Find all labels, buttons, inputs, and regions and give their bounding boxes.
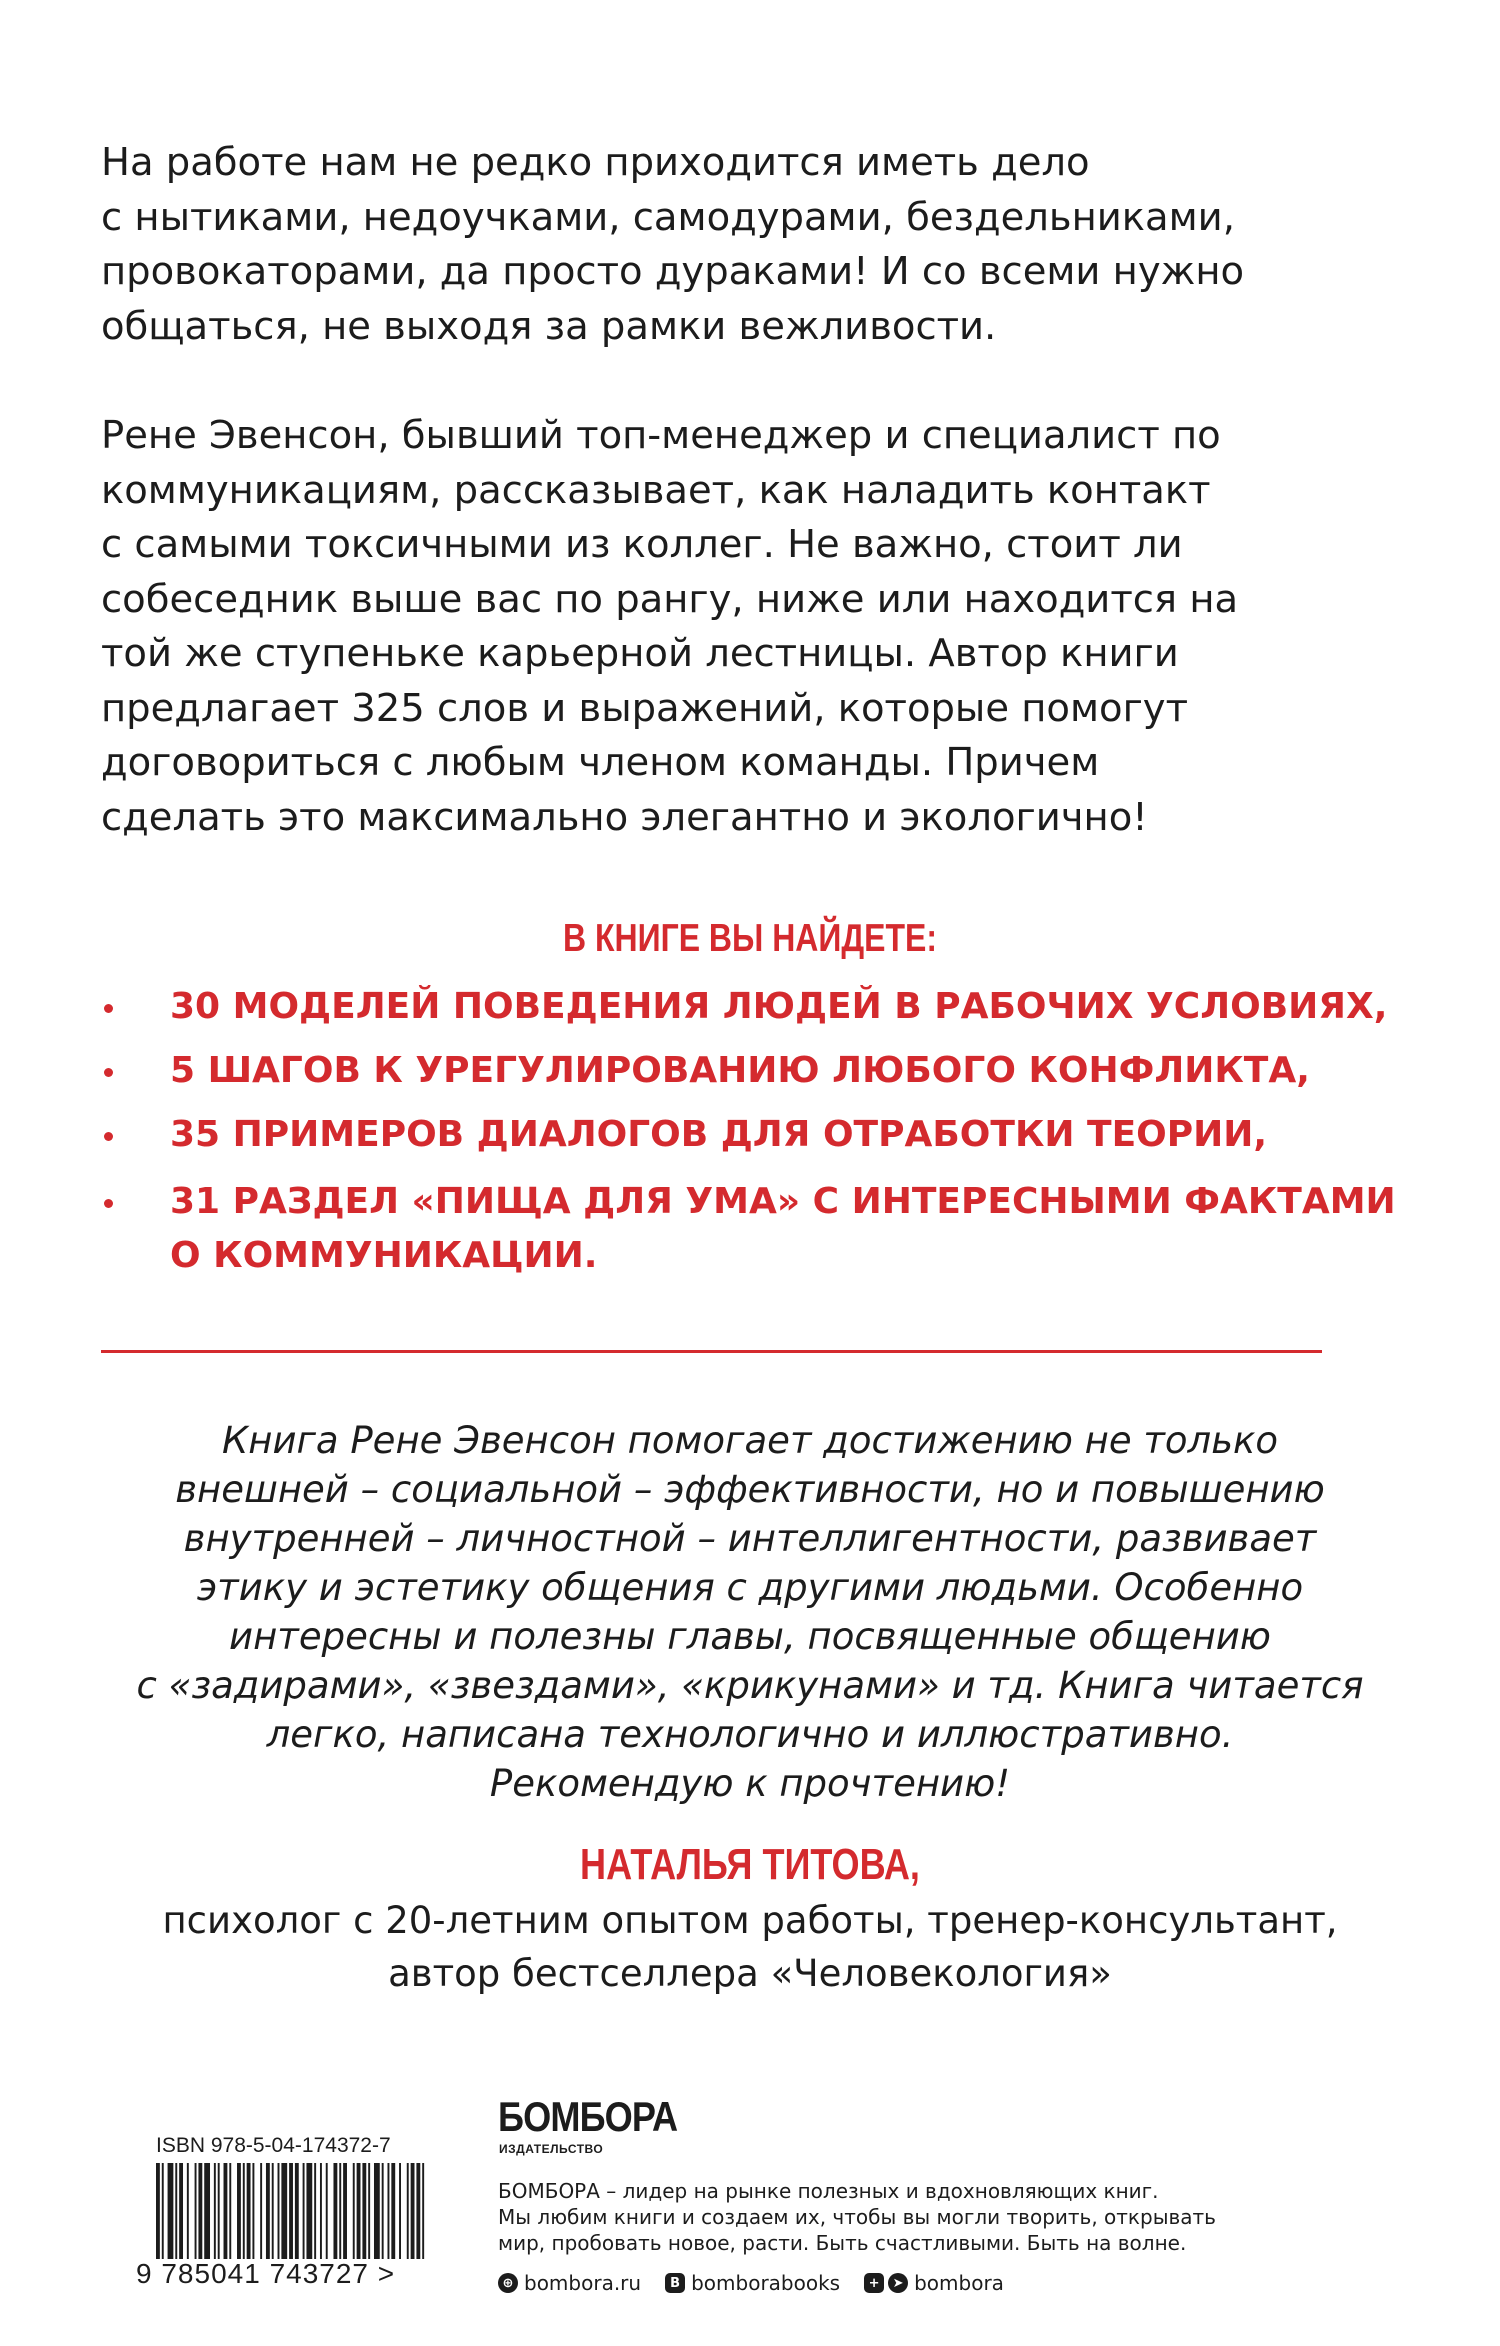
text-line: той же ступеньке карьерной лестницы. Автор книги	[101, 631, 1179, 676]
text-line: этику и эстетику общения с другими людьми. Особенно	[196, 1566, 1304, 1609]
text-line: автор бестселлера «Человекология»	[388, 1952, 1112, 1995]
text-line: 30 МОДЕЛЕЙ ПОВЕДЕНИЯ ЛЮДЕЙ В РАБОЧИХ УСЛОВИЯХ,	[170, 986, 1388, 1027]
text-line: О КОММУНИКАЦИИ.	[170, 1235, 598, 1276]
text-line: 35 ПРИМЕРОВ ДИАЛОГОВ ДЛЯ ОТРАБОТКИ ТЕОРИИ,	[170, 1114, 1268, 1155]
intro-paragraph-2	[101, 409, 1341, 845]
vk-icon: В	[665, 2273, 685, 2293]
social-label: bombora	[914, 2271, 1004, 2295]
text-line: БОМБОРА – лидер на рынке полезных и вдохновляющих книг.	[498, 2179, 1159, 2203]
social-website[interactable]	[498, 2271, 641, 2295]
social-label: bombora.ru	[524, 2271, 642, 2295]
social-messenger[interactable]	[864, 2271, 1004, 2295]
features-heading: В КНИГЕ ВЫ НАЙДЕТЕ:	[562, 917, 938, 960]
text-line: общаться, не выходя за рамки вежливости.	[101, 303, 997, 349]
review-author-name: НАТАЛЬЯ ТИТОВА,	[580, 1840, 920, 1889]
text-line: коммуникациям, рассказывает, как наладить контакт	[101, 467, 1211, 513]
publisher-subtitle: ИЗДАТЕЛЬСТВО	[499, 2142, 604, 2156]
text-line: предлагает 325 слов и выражений, которые помогут	[101, 685, 1189, 731]
isbn-label: ISBN 978-5-04-174372-7	[156, 2134, 391, 2157]
bullet-icon	[104, 1004, 113, 1013]
text-line: внутренней – личностной – интеллигентности, развивает	[183, 1517, 1317, 1560]
divider	[101, 1350, 1322, 1353]
feature-text	[170, 1044, 1370, 1098]
publisher-logo: БОМБОРА	[498, 2093, 678, 2140]
text-line: Рене Эвенсон, бывший топ-менеджер и специалист по	[101, 413, 1221, 458]
text-line: Мы любим книги и создаем их, чтобы вы могли творить, открывать	[498, 2205, 1216, 2229]
text-line: психолог с 20-летним опытом работы, тренер-консультант,	[162, 1899, 1338, 1942]
publisher-socials	[498, 2268, 1028, 2298]
text-line: с самыми токсичными из коллег. Не важно, стоит ли	[101, 522, 1183, 567]
text-line: Книга Рене Эвенсон помогает достижению не только	[221, 1419, 1279, 1462]
text-line: договориться с любым членом команды. Причем	[101, 740, 1100, 785]
text-line: с «задирами», «звездами», «крикунами» и тд. Книга читается	[136, 1664, 1364, 1707]
feature-text	[170, 980, 1388, 1034]
plus-icon: +	[864, 2273, 884, 2293]
text-line: сделать это максимально элегантно и экологично!	[101, 794, 1148, 840]
barcode-icon	[156, 2163, 428, 2259]
text-line: мир, пробовать новое, расти. Быть счастливыми. Быть на волне.	[498, 2231, 1187, 2255]
social-vk[interactable]	[665, 2271, 840, 2295]
bullet-icon	[104, 1132, 113, 1141]
publisher-blurb	[498, 2178, 1216, 2256]
text-line: На работе нам не редко приходится иметь дело	[101, 140, 1090, 185]
text-line: 31 РАЗДЕЛ «ПИЩА ДЛЯ УМА» С ИНТЕРЕСНЫМИ ФАКТАМИ	[170, 1181, 1396, 1222]
bullet-icon	[104, 1068, 113, 1077]
text-line: внешней – социальной – эффективности, но и повышению	[175, 1468, 1325, 1511]
feature-text	[170, 1175, 1396, 1283]
text-line: 5 ШАГОВ К УРЕГУЛИРОВАНИЮ ЛЮБОГО КОНФЛИКТА,	[170, 1050, 1310, 1091]
review-quote	[0, 1416, 1500, 1808]
social-label: bomborabooks	[691, 2271, 841, 2295]
text-line: интересны и полезны главы, посвященные общению	[229, 1615, 1271, 1658]
text-line: Рекомендую к прочтению!	[489, 1762, 1011, 1805]
intro-paragraph-1	[101, 136, 1341, 354]
text-line: с нытиками, недоучками, самодурами, бездельниками,	[101, 194, 1235, 240]
text-line: легко, написана технологично и иллюстративно.	[266, 1713, 1234, 1756]
bullet-icon	[104, 1199, 113, 1208]
telegram-icon: ➤	[888, 2273, 908, 2293]
globe-icon: ⊕	[498, 2273, 518, 2293]
feature-text	[170, 1108, 1370, 1162]
review-author-description	[0, 1894, 1500, 2000]
text-line: собеседник выше вас по рангу, ниже или находится на	[101, 576, 1239, 622]
text-line: провокаторами, да просто дураками! И со всеми нужно	[101, 249, 1245, 294]
barcode-digits: 9 785041 743727 >	[136, 2258, 396, 2289]
